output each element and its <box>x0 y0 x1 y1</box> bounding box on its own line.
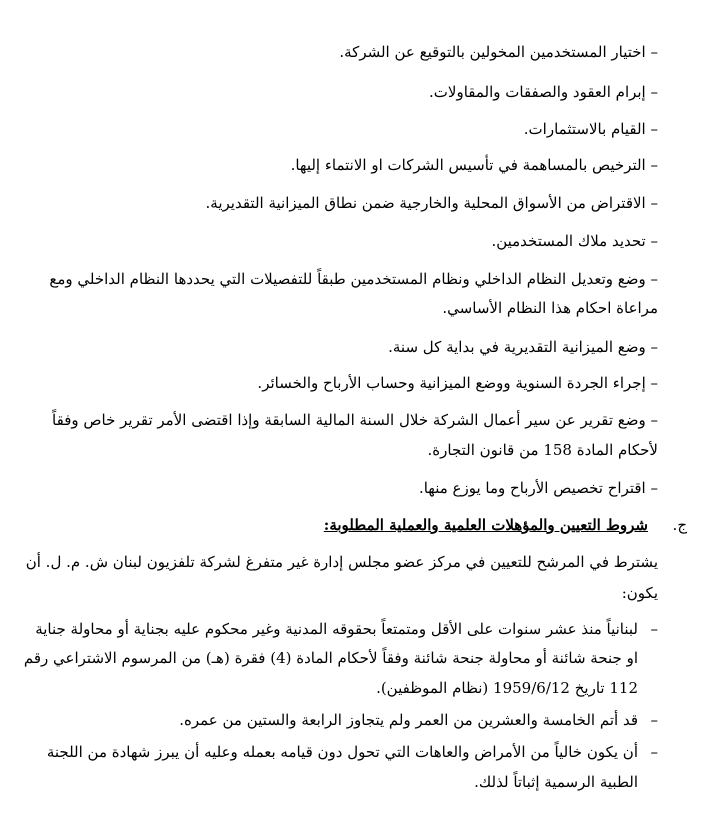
duty-item: – وضع الميزانية التقديرية في بداية كل سنة. <box>388 338 658 356</box>
condition-line: الطبية الرسمية إثباتاً لذلك. <box>474 773 638 791</box>
bylaws-line-2: مراعاة احكام هذا النظام الأساسي. <box>442 299 658 317</box>
duty-item: – إبرام العقود والصفقات والمقاولات. <box>429 83 658 101</box>
condition-line: أن يكون خالياً من الأمراض والعاهات التي تحول دون قيامه بعمله وعليه أن يبرز شهادة من اللجنة <box>46 743 638 761</box>
condition-line: او جنحة شائنة أو محاولة جنحة شائنة وفقاً لأحكام المادة (4) فقرة (هـ) من المرسوم الاشتراعي رقم <box>23 649 638 667</box>
condition-line: لبنانياً منذ عشر سنوات على الأقل ومتمتعاً بحقوقه المدنية وغير محكوم عليه بجناية أو محاولة جناية <box>35 620 638 638</box>
bullet-dash: – <box>650 743 658 761</box>
report-line-1: – وضع تقرير عن سير أعمال الشركة خلال السنة المالية السابقة وإذا اقتضى الأمر تقرير خاص وفقاً <box>52 411 658 429</box>
condition-line: 112 تاريخ 1959/6/12 (نظام الموظفين). <box>376 679 638 697</box>
intro-line-1: يشترط في المرشح للتعيين في مركز عضو مجلس إدارة غير متفرغ لشركة تلفزيون لبنان ش. م. ل. أن <box>25 553 658 571</box>
report-line-2: لأحكام المادة 158 من قانون التجارة. <box>427 441 658 459</box>
intro-line-2: يكون: <box>621 584 658 602</box>
bullet-dash: – <box>650 711 658 729</box>
duty-item: – الاقتراض من الأسواق المحلية والخارجية ضمن نطاق الميزانية التقديرية. <box>205 194 658 212</box>
section-title: شروط التعيين والمؤهلات العلمية والعملية المطلوبة: <box>323 516 648 534</box>
condition-line: قد أتم الخامسة والعشرين من العمر ولم يتجاوز الرابعة والستين من عمره. <box>179 711 638 729</box>
duty-item: – إجراء الجردة السنوية ووضع الميزانية وحساب الأرباح والخسائر. <box>257 374 658 392</box>
duty-item: – تحديد ملاك المستخدمين. <box>491 232 658 250</box>
section-letter: ج. <box>672 516 687 534</box>
duty-item: – الترخيص بالمساهمة في تأسيس الشركات او الانتماء إليها. <box>290 156 658 174</box>
duty-item: – القيام بالاستثمارات. <box>523 120 658 138</box>
duty-item: – اختيار المستخدمين المخولين بالتوقيع عن الشركة. <box>339 43 658 61</box>
bullet-dash: – <box>650 620 658 638</box>
duty-item: – اقتراح تخصيص الأرباح وما يوزع منها. <box>418 479 658 497</box>
bylaws-line-1: – وضع وتعديل النظام الداخلي ونظام المستخدمين طبقاً للتفصيلات التي يحددها النظام الداخلي ومع <box>49 270 658 288</box>
